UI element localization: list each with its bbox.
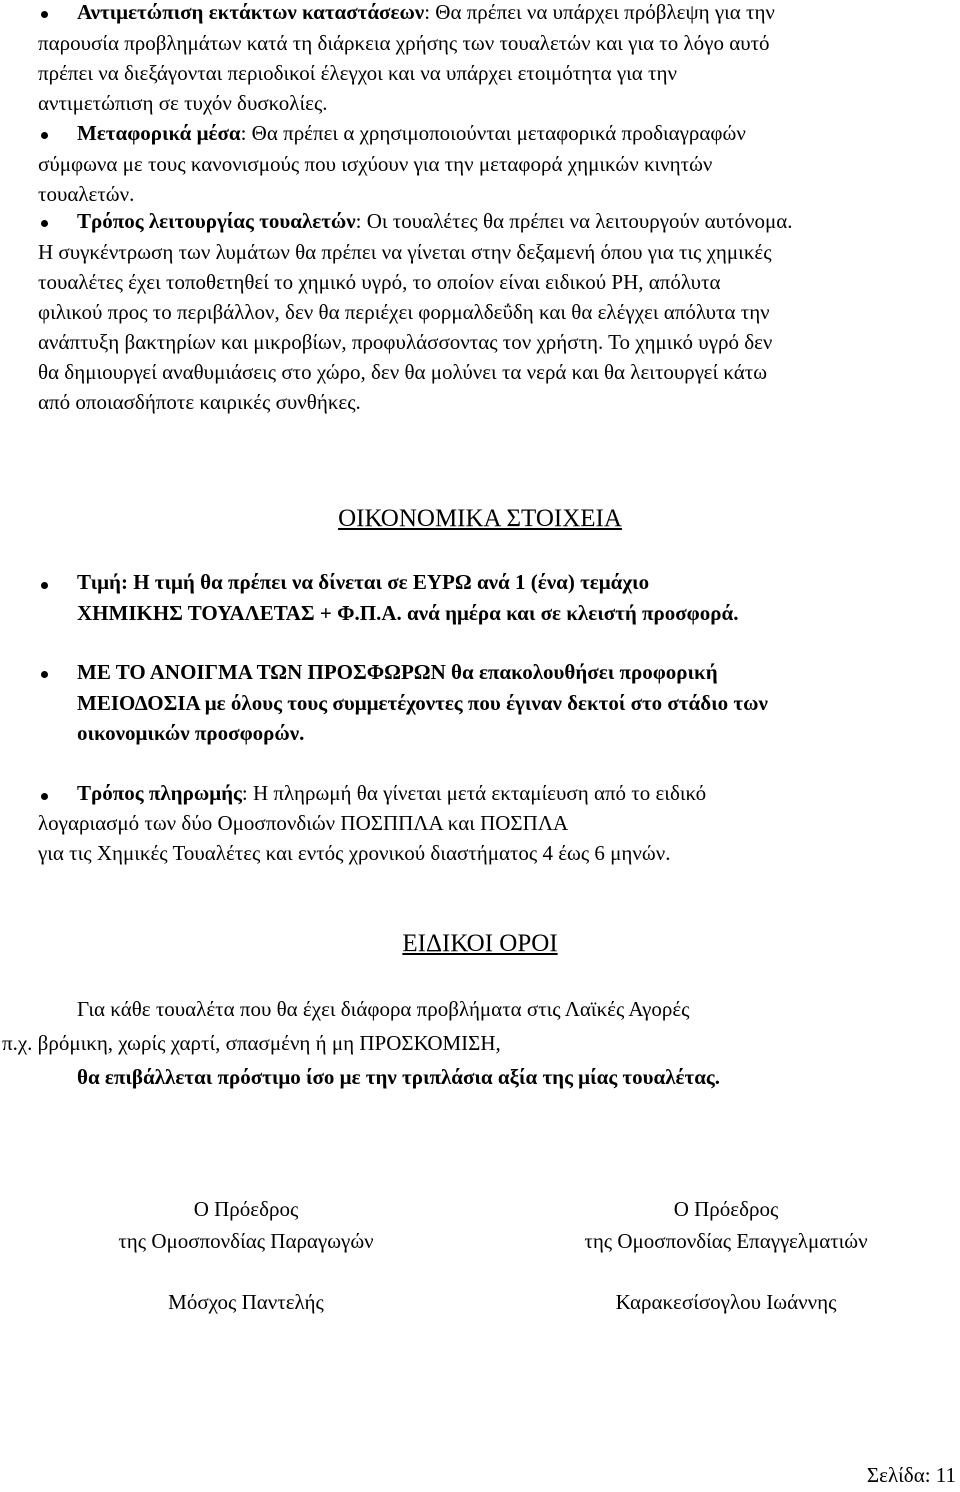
section-heading-special: ΕΙΔΙΚΟΙ ΟΡΟΙ [402,930,558,957]
paragraph-line: Η συγκέντρωση των λυμάτων θα πρέπει να γίνεται στην δεξαμενή όπου για τις χημικές [38,240,772,264]
bullet-text: : Οι τουαλέτες θα πρέπει να λειτουργούν αυτόνομα. [355,209,793,233]
payment-label: Τρόπος πληρωμής [77,781,242,805]
paragraph-line: φιλικού προς το περιβάλλον, δεν θα περιέχει φορμαλδεΰδη και θα ελέγχει απόλυτα την [38,300,770,324]
bullet-first-line [77,0,775,25]
signature-left-title: Ο Πρόεδρος [193,1197,299,1221]
bullet-label: Τρόπος λειτουργίας τουαλετών [77,209,356,233]
signature-right-title: Ο Πρόεδρος [673,1197,779,1221]
signature-right-name: Καρακεσίσογλου Ιωάννης [615,1290,837,1314]
bullet-first-line [77,209,792,234]
paragraph-line: παρουσία προβλημάτων κατά τη διάρκεια χρήσης των τουαλετών και για το λόγο αυτό [38,31,770,55]
bullet-icon [41,132,48,139]
special-penalty-line: θα επιβάλλεται πρόστιμο ίσο με την τριπλάσια αξία της μίας τουαλέτας. [77,1065,721,1089]
signature-left-name: Μόσχος Παντελής [168,1290,324,1314]
page-number: Σελίδα: 11 [866,1463,956,1487]
paragraph-line: τουαλετών. [38,182,135,206]
payment-line: για τις Χημικές Τουαλέτες και εντός χρονικού διαστήματος 4 έως 6 μηνών. [38,841,671,865]
price-line: ΧΗΜΙΚΗΣ ΤΟΥΑΛΕΤΑΣ + Φ.Π.Α. ανά ημέρα και σε κλειστή προσφορά. [77,601,739,625]
bullet-label: Μεταφορικά μέσα [77,121,241,145]
bullet-label: Αντιμετώπιση εκτάκτων καταστάσεων [77,0,425,24]
section-heading-financial: ΟΙΚΟΝΟΜΙΚΑ ΣΤΟΙΧΕΙΑ [338,505,622,532]
bullet-text: : Θα πρέπει α χρησιμοποιούνται μεταφορικά προδιαγραφών [240,121,746,145]
price-line: Τιμή: Η τιμή θα πρέπει να δίνεται σε ΕΥΡΩ ανά 1 (ένα) τεμάχιο [77,570,650,594]
bullet-icon [41,220,48,227]
payment-text: : Η πληρωμή θα γίνεται μετά εκταμίευση από το ειδικό [241,781,707,805]
bullet-text: : Θα πρέπει να υπάρχει πρόβλεψη για την [424,0,775,24]
paragraph-line: τουαλέτες έχει τοποθετηθεί το χημικό υγρό, το οποίον είναι ειδικού PH, απόλυτα [38,270,721,294]
opening-line: ΜΕΙΟΔΟΣΙΑ με όλους τους συμμετέχοντες που έγιναν δεκτοί στο στάδιο των [77,691,768,715]
paragraph-line: πρέπει να διεξάγονται περιοδικοί έλεγχοι και να υπάρχει ετοιμότητα για την [38,61,677,85]
bullet-icon [41,793,48,800]
special-line: Για κάθε τουαλέτα που θα έχει διάφορα προβλήματα στις Λαϊκές Αγορές [77,997,690,1021]
special-line: π.χ. βρόμικη, χωρίς χαρτί, σπασμένη ή μη ΠΡΟΣΚΟΜΙΣΗ, [2,1031,501,1055]
payment-first-line [77,781,706,806]
signature-right-org: της Ομοσπονδίας Επαγγελματιών [584,1229,868,1253]
paragraph-line: σύμφωνα με τους κανονισμούς που ισχύουν για την μεταφορά χημικών κινητών [38,152,713,176]
bullet-icon [41,582,48,589]
paragraph-line: θα δημιουργεί αναθυμιάσεις στο χώρο, δεν θα μολύνει τα νερά και θα λειτουργεί κάτω [38,360,768,384]
bullet-first-line [77,121,746,146]
payment-line: λογαριασμό των δύο Ομοσπονδιών ΠΟΣΠΠΛΑ και ΠΟΣΠΛΑ [38,811,569,835]
paragraph-line: αντιμετώπιση σε τυχόν δυσκολίες. [38,91,328,115]
bullet-icon [41,11,48,18]
opening-line: οικονομικών προσφορών. [77,721,305,745]
signature-left-org: της Ομοσπονδίας Παραγωγών [118,1229,374,1253]
paragraph-line: από οποιασδήποτε καιρικές συνθήκες. [38,390,361,414]
paragraph-line: ανάπτυξη βακτηρίων και μικροβίων, προφυλάσσοντας τον χρήστη. Το χημικό υγρό δεν [38,330,773,354]
bullet-icon [41,671,48,678]
opening-line: ΜΕ ΤΟ ΑΝΟΙΓΜΑ ΤΩΝ ΠΡΟΣΦΩΡΩΝ θα επακολουθήσει προφορική [77,660,718,684]
